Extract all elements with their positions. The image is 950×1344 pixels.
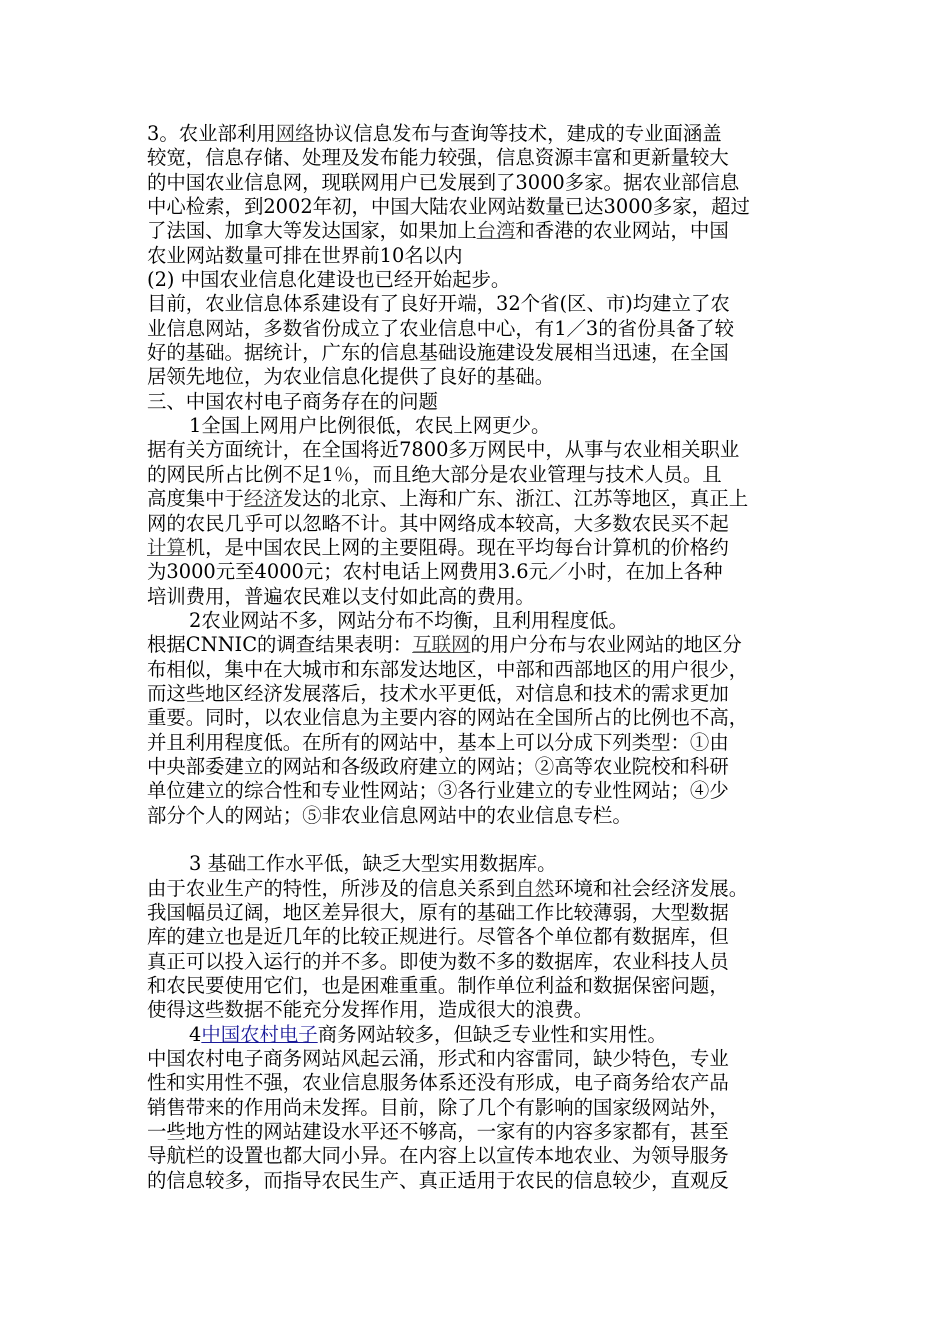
text-line: 和农民要使用它们，也是困难重重。制作单位利益和数据保密问题，: [147, 974, 729, 998]
link-economy[interactable]: 经济: [243, 487, 283, 511]
text-line: 为3000元至4000元；农村电话上网费用3.6元／小时，在加上各种: [147, 560, 723, 584]
text-line: 中央部委建立的网站和各级政府建立的网站；②高等农业院校和科研: [147, 754, 729, 778]
link-taiwan[interactable]: 台湾: [476, 219, 516, 243]
text-line: 中国农村电子商务网站风起云涌，形式和内容雷同，缺少特色，专业: [147, 1047, 729, 1071]
text-line: 的中国农业信息网，现联网用户已发展到了3000多家。据农业部信息: [147, 170, 740, 194]
text-line: 农业网站数量可排在世界前10名以内: [147, 243, 463, 267]
text-line: 的网民所占比例不足1％，而且绝大部分是农业管理与技术人员。且: [147, 462, 722, 486]
text-span: 协议信息发布与查询等技术，建成的专业面涵盖: [314, 122, 722, 145]
text-line: 较宽，信息存储、处理及发布能力较强，信息资源丰富和更新量较大: [147, 146, 729, 170]
subsection-title: 1全国上网用户比例很低，农民上网更少。: [189, 414, 551, 438]
text-span: 和香港的农业网站，中国: [515, 219, 729, 243]
text-line: 单位建立的综合性和专业性网站；③各行业建立的专业性网站；④少: [147, 779, 729, 803]
text-line: 网的农民几乎可以忽略不计。其中网络成本较高，大多数农民买不起: [147, 511, 729, 535]
subsection-title: 2农业网站不多，网站分布不均衡，且利用程度低。: [189, 608, 628, 632]
text-span: 由于农业生产的特性，所涉及的信息关系到: [147, 876, 516, 900]
text-span: 商务网站较多，但缺乏专业性和实用性。: [317, 1022, 667, 1046]
text-line: [147, 877, 819, 901]
text-span: 的用户分布与农业网站的地区分: [470, 633, 742, 657]
text-span: 3。农业部利用: [147, 122, 276, 145]
document-body: [147, 122, 819, 1193]
text-line: [147, 633, 819, 657]
text-line: 并且利用程度低。在所有的网站中，基本上可以分成下列类型：①由: [147, 730, 729, 754]
text-line: 业信息网站，多数省份成立了农业信息中心，有1／3的省份具备了较: [147, 316, 735, 340]
text-line: 导航栏的设置也都大同小异。在内容上以宣传本地农业、为领导服务: [147, 1144, 729, 1168]
link-nature[interactable]: 自然: [515, 876, 555, 900]
text-line: [147, 536, 819, 560]
link-internet[interactable]: 互联网: [412, 633, 471, 657]
text-line: 部分个人的网站；⑤非农业信息网站中的农业信息专栏。: [147, 803, 632, 827]
text-line: 布相似，集中在大城市和东部发达地区，中部和西部地区的用户很少，: [147, 657, 749, 681]
link-computer[interactable]: 计算: [147, 535, 186, 559]
text-span: 发达的北京、上海和广东、浙江、江苏等地区，真正上: [282, 487, 749, 511]
text-line: [147, 219, 819, 243]
text-line: 使得这些数据不能充分发挥作用，造成很大的浪费。: [147, 998, 593, 1022]
section-heading: 三、中国农村电子商务存在的问题: [147, 389, 438, 413]
subsection-title: [147, 1023, 819, 1047]
text-line: 重要。同时，以农业信息为主要内容的网站在全国所占的比例也不高，: [147, 706, 749, 730]
link-china-rural-ecommerce[interactable]: 中国农村电子: [201, 1022, 318, 1046]
text-line: 性和实用性不强，农业信息服务体系还没有形成，电子商务给农产品: [147, 1071, 729, 1095]
text-line: 的信息较多，而指导农民生产、真正适用于农民的信息较少，直观反: [147, 1168, 729, 1192]
text-line: 中心检索，到2002年初，中国大陆农业网站数量已达3000多家，超过: [147, 195, 750, 219]
text-span: 4: [189, 1022, 202, 1046]
text-line: 据有关方面统计，在全国将近7800多万网民中，从事与农业相关职业: [147, 438, 740, 462]
link-network[interactable]: 网络: [275, 122, 315, 145]
text-line: 我国幅员辽阔，地区差异很大，原有的基础工作比较薄弱，大型数据: [147, 901, 729, 924]
subsection-title: 3 基础工作水平低，缺乏大型实用数据库。: [189, 852, 557, 876]
text-line: 销售带来的作用尚未发挥。目前，除了几个有影响的国家级网站外，: [147, 1095, 729, 1119]
blank-line: [147, 828, 819, 852]
text-line: 好的基础。据统计，广东的信息基础设施建设发展相当迅速，在全国: [147, 341, 729, 365]
text-span: 环境和社会经济发展。: [554, 876, 749, 900]
text-line: 库的建立也是近几年的比较正规进行。尽管各个单位都有数据库，但: [147, 925, 729, 949]
text-line: 一些地方性的网站建设水平还不够高，一家有的内容多家都有，甚至: [147, 1120, 729, 1144]
text-line: 真正可以投入运行的并不多。即使为数不多的数据库，农业科技人员: [147, 949, 729, 973]
text-line: [147, 122, 819, 146]
text-line: 而这些地区经济发展落后，技术水平更低，对信息和技术的需求更加: [147, 681, 729, 705]
text-span: 了法国、加拿大等发达国家，如果加上: [147, 219, 477, 243]
text-line: 居领先地位，为农业信息化提供了良好的基础。: [147, 365, 555, 389]
text-line: 目前，农业信息体系建设有了良好开端，32个省(区、市)均建立了农: [147, 292, 730, 316]
text-span: 机，是中国农民上网的主要阻碍。现在平均每台计算机的价格约: [185, 535, 729, 559]
text-line: 培训费用，普遍农民难以支付如此高的费用。: [147, 584, 535, 608]
text-line: [147, 487, 819, 511]
text-span: 高度集中于: [147, 487, 244, 511]
text-span: 根据CNNIC的调查结果表明：: [147, 633, 413, 657]
subheading-line: (2) 中国农业信息化建设也已经开始起步。: [147, 268, 511, 292]
